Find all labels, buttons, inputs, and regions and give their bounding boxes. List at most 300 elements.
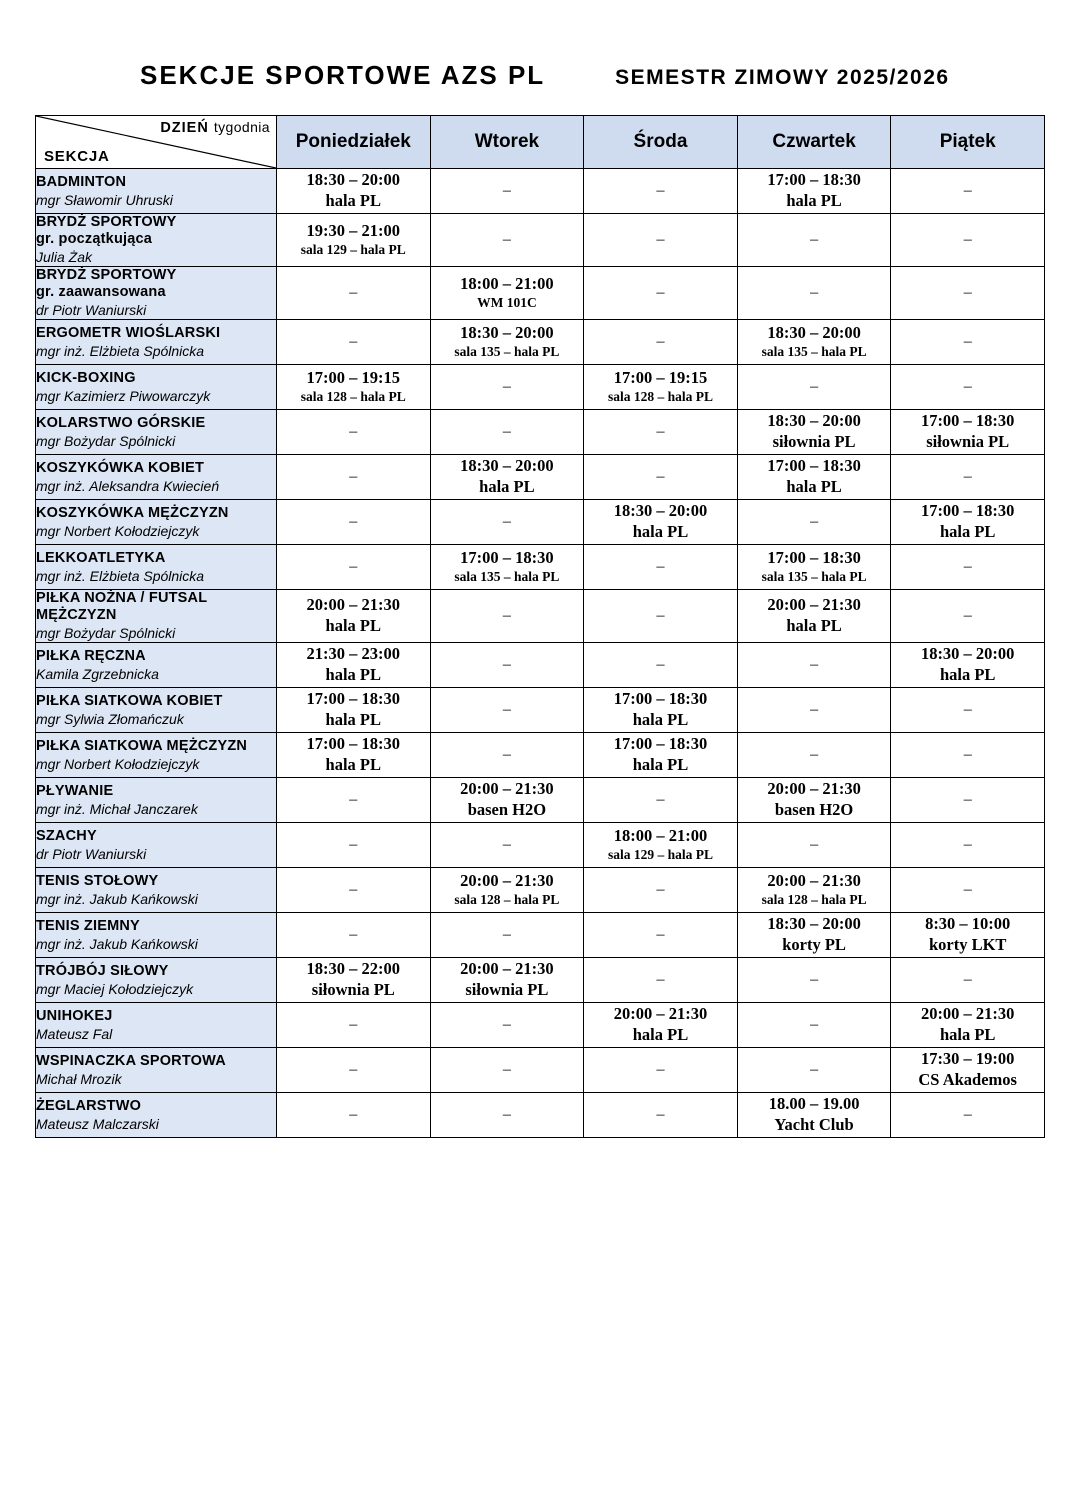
cell-time: 18:30 – 20:00 <box>613 501 708 521</box>
cell-time: 20:00 – 21:30 <box>767 871 861 891</box>
schedule-cell <box>430 455 584 500</box>
column-header-wednesday: Środa <box>584 116 738 169</box>
cell-empty-dash: – <box>349 423 358 441</box>
cell-empty-dash: – <box>502 378 511 396</box>
cell-time: 18:30 – 20:00 <box>767 914 861 934</box>
schedule-cell <box>430 267 584 320</box>
section-name: MĘŻCZYZN <box>36 607 117 624</box>
schedule-cell <box>737 778 891 823</box>
section-teacher: mgr Kazimierz Piwowarczyk <box>36 387 211 404</box>
section-teacher: mgr Bożydar Spólnicki <box>36 625 176 642</box>
cell-empty-dash: – <box>963 231 972 248</box>
cell-empty-dash: – <box>963 1106 972 1124</box>
cell-time: 20:00 – 21:30 <box>460 871 554 891</box>
cell-empty-dash: – <box>810 1016 819 1034</box>
cell-time: 20:00 – 21:30 <box>920 1004 1015 1024</box>
cell-time: 19:30 – 21:00 <box>306 221 401 241</box>
cell-location: sala 129 – hala PL <box>607 846 713 862</box>
cell-empty-dash: – <box>656 926 665 944</box>
cell-empty-dash: – <box>349 926 358 944</box>
schedule-cell <box>737 410 891 455</box>
cell-empty-dash: – <box>810 231 819 248</box>
schedule-cell <box>430 365 584 410</box>
cell-location: siłownia PL <box>465 980 549 1000</box>
section-name: PIŁKA SIATKOWA MĘŻCZYZN <box>36 737 248 754</box>
schedule-cell <box>584 868 738 913</box>
cell-empty-dash: – <box>963 881 972 899</box>
cell-location: hala PL <box>939 665 996 685</box>
cell-location: sala 128 – hala PL <box>300 388 406 404</box>
section-teacher: mgr Norbert Kołodziejczyk <box>36 522 200 539</box>
column-header-thursday: Czwartek <box>737 116 891 169</box>
cell-location: WM 101C <box>477 294 537 310</box>
cell-empty-dash: – <box>963 791 972 809</box>
schedule-cell <box>430 958 584 1003</box>
section-name: TRÓJBÓJ SIŁOWY <box>36 962 169 979</box>
schedule-cell <box>737 365 891 410</box>
cell-time: 17:00 – 18:30 <box>460 548 554 568</box>
schedule-cell <box>891 500 1045 545</box>
table-row <box>36 455 1045 500</box>
cell-empty-dash: – <box>502 423 511 441</box>
schedule-cell <box>737 643 891 688</box>
cell-empty-dash: – <box>502 1016 511 1034</box>
section-teacher: mgr Sławomir Uhruski <box>36 191 173 208</box>
cell-empty-dash: – <box>963 333 972 351</box>
column-header-friday: Piątek <box>891 116 1045 169</box>
section-teacher: Kamila Zgrzebnicka <box>36 665 159 682</box>
schedule-cell <box>584 1048 738 1093</box>
cell-time: 8:30 – 10:00 <box>925 914 1011 934</box>
schedule-cell <box>277 868 431 913</box>
schedule-cell <box>891 958 1045 1003</box>
cell-location: korty LKT <box>928 935 1007 955</box>
cell-empty-dash: – <box>656 971 665 989</box>
schedule-cell <box>277 455 431 500</box>
table-row <box>36 267 1045 320</box>
cell-empty-dash: – <box>502 701 511 719</box>
schedule-cell <box>584 688 738 733</box>
section-cell <box>36 1048 277 1093</box>
table-row <box>36 169 1045 214</box>
cell-time: 17:00 – 19:15 <box>613 368 708 388</box>
cell-empty-dash: – <box>349 513 358 531</box>
cell-time: 17:00 – 18:30 <box>613 734 708 754</box>
cell-location: siłownia PL <box>311 980 395 1000</box>
schedule-cell <box>277 643 431 688</box>
schedule-cell <box>584 365 738 410</box>
cell-time: 18:30 – 20:00 <box>460 323 554 343</box>
cell-time: 20:00 – 21:30 <box>767 779 861 799</box>
schedule-cell <box>584 320 738 365</box>
schedule-cell <box>891 868 1045 913</box>
section-cell <box>36 455 277 500</box>
cell-time: 17:00 – 18:30 <box>767 170 861 190</box>
cell-location: sala 128 – hala PL <box>454 891 560 907</box>
section-name: BRYDŻ SPORTOWY <box>36 214 177 230</box>
section-teacher: dr Piotr Waniurski <box>36 845 147 862</box>
schedule-cell <box>584 913 738 958</box>
page-title: SEKCJE SPORTOWE AZS PL <box>140 60 546 90</box>
section-teacher: dr Piotr Waniurski <box>36 302 147 319</box>
section-name: PŁYWANIE <box>36 782 114 799</box>
section-teacher: Julia Żak <box>36 249 93 266</box>
cell-location: basen H2O <box>467 800 547 820</box>
schedule-cell <box>737 1048 891 1093</box>
cell-empty-dash: – <box>502 1061 511 1079</box>
schedule-cell <box>277 913 431 958</box>
section-cell <box>36 778 277 823</box>
cell-time: 20:00 – 21:30 <box>613 1004 708 1024</box>
schedule-cell <box>277 500 431 545</box>
cell-location: sala 128 – hala PL <box>761 891 867 907</box>
schedule-cell <box>737 1093 891 1138</box>
schedule-cell <box>584 410 738 455</box>
schedule-cell <box>584 169 738 214</box>
schedule-cell <box>430 545 584 590</box>
cell-empty-dash: – <box>810 971 819 989</box>
schedule-cell <box>584 733 738 778</box>
schedule-cell <box>430 733 584 778</box>
section-cell <box>36 1003 277 1048</box>
cell-empty-dash: – <box>349 791 358 809</box>
cell-time: 18:30 – 20:00 <box>306 170 401 190</box>
table-body <box>36 169 1045 1138</box>
section-teacher: mgr Maciej Kołodziejczyk <box>36 980 194 997</box>
schedule-cell <box>737 455 891 500</box>
cell-location: korty PL <box>782 935 846 955</box>
schedule-cell <box>430 1003 584 1048</box>
section-teacher: mgr inż. Elżbieta Spólnicka <box>36 342 205 359</box>
cell-location: sala 135 – hala PL <box>761 343 867 359</box>
schedule-table <box>35 115 1045 1138</box>
cell-empty-dash: – <box>656 468 665 486</box>
cell-time: 17:30 – 19:00 <box>920 1049 1015 1069</box>
schedule-cell <box>891 1093 1045 1138</box>
cell-empty-dash: – <box>656 423 665 441</box>
cell-empty-dash: – <box>502 607 511 625</box>
cell-location: sala 135 – hala PL <box>454 343 560 359</box>
cell-location: basen H2O <box>774 800 854 820</box>
cell-location: hala PL <box>325 616 382 636</box>
cell-empty-dash: – <box>656 881 665 899</box>
schedule-cell <box>430 688 584 733</box>
schedule-cell <box>277 958 431 1003</box>
schedule-cell <box>277 410 431 455</box>
section-name: LEKKOATLETYKA <box>36 549 166 566</box>
schedule-cell <box>584 590 738 643</box>
section-teacher: mgr inż. Jakub Kańkowski <box>36 935 198 952</box>
table-row <box>36 365 1045 410</box>
cell-empty-dash: – <box>656 791 665 809</box>
cell-empty-dash: – <box>502 182 511 199</box>
cell-empty-dash: – <box>810 701 819 719</box>
cell-time: 18:30 – 20:00 <box>460 456 554 476</box>
cell-empty-dash: – <box>502 513 511 531</box>
table-row <box>36 688 1045 733</box>
schedule-cell <box>737 733 891 778</box>
schedule-cell <box>891 267 1045 320</box>
cell-time: 18:00 – 21:00 <box>460 274 554 294</box>
schedule-cell <box>430 643 584 688</box>
schedule-cell <box>584 500 738 545</box>
cell-empty-dash: – <box>349 558 358 576</box>
schedule-cell <box>277 688 431 733</box>
table-row <box>36 913 1045 958</box>
section-cell <box>36 214 277 267</box>
section-name: PIŁKA RĘCZNA <box>36 647 146 664</box>
schedule-cell <box>430 1048 584 1093</box>
schedule-cell <box>737 823 891 868</box>
cell-empty-dash: – <box>349 333 358 351</box>
schedule-cell <box>737 545 891 590</box>
cell-empty-dash: – <box>656 182 665 199</box>
section-teacher: mgr inż. Aleksandra Kwiecień <box>36 477 220 494</box>
cell-empty-dash: – <box>810 746 819 764</box>
cell-location: sala 135 – hala PL <box>761 568 867 584</box>
section-cell <box>36 733 277 778</box>
cell-empty-dash: – <box>656 1106 665 1124</box>
section-teacher: mgr inż. Michał Janczarek <box>36 800 198 817</box>
schedule-cell <box>737 868 891 913</box>
section-cell <box>36 913 277 958</box>
schedule-cell <box>891 320 1045 365</box>
section-name: KICK-BOXING <box>36 369 136 386</box>
cell-empty-dash: – <box>963 701 972 719</box>
section-name: UNIHOKEJ <box>36 1007 113 1024</box>
cell-empty-dash: – <box>656 1061 665 1079</box>
schedule-cell <box>737 267 891 320</box>
section-cell <box>36 365 277 410</box>
schedule-cell <box>584 267 738 320</box>
cell-empty-dash: – <box>349 468 358 486</box>
schedule-cell <box>891 214 1045 267</box>
section-name: PIŁKA SIATKOWA KOBIET <box>36 692 223 709</box>
cell-location: hala PL <box>939 522 996 542</box>
schedule-cell <box>430 320 584 365</box>
schedule-cell <box>430 410 584 455</box>
cell-empty-dash: – <box>810 656 819 674</box>
section-name: KOLARSTWO GÓRSKIE <box>36 414 206 431</box>
cell-empty-dash: – <box>963 971 972 989</box>
cell-empty-dash: – <box>810 1061 819 1079</box>
schedule-cell <box>430 823 584 868</box>
section-name: ERGOMETR WIOŚLARSKI <box>36 324 221 341</box>
section-teacher: Michał Mrozik <box>36 1070 122 1087</box>
cell-empty-dash: – <box>502 926 511 944</box>
table-row <box>36 823 1045 868</box>
cell-location: hala PL <box>939 1025 996 1045</box>
cell-location: hala PL <box>632 755 689 775</box>
cell-time: 17:00 – 18:30 <box>767 456 861 476</box>
cell-empty-dash: – <box>656 333 665 351</box>
section-name: BRYDŻ SPORTOWY <box>36 267 177 284</box>
cell-empty-dash: – <box>656 231 665 248</box>
section-name: gr. początkująca <box>36 231 153 248</box>
schedule-cell <box>584 778 738 823</box>
section-teacher: mgr inż. Elżbieta Spólnicka <box>36 567 205 584</box>
schedule-cell <box>891 778 1045 823</box>
table-row <box>36 868 1045 913</box>
schedule-cell <box>737 1003 891 1048</box>
corner-day-label: DZIEŃ tygodnia <box>160 119 270 136</box>
schedule-cell <box>891 1003 1045 1048</box>
section-name: KOSZYKÓWKA MĘŻCZYZN <box>36 504 229 521</box>
table-row <box>36 643 1045 688</box>
schedule-cell <box>891 688 1045 733</box>
cell-time: 18:00 – 21:00 <box>613 826 708 846</box>
table-row <box>36 733 1045 778</box>
schedule-cell <box>430 169 584 214</box>
cell-time: 20:00 – 21:30 <box>460 779 554 799</box>
cell-empty-dash: – <box>502 231 511 248</box>
section-cell <box>36 545 277 590</box>
page-subtitle: SEMESTR ZIMOWY 2025/2026 <box>615 66 950 89</box>
cell-empty-dash: – <box>349 284 358 302</box>
schedule-cell <box>277 320 431 365</box>
column-header-tuesday: Wtorek <box>430 116 584 169</box>
cell-time: 20:00 – 21:30 <box>767 595 861 615</box>
section-teacher: Mateusz Malczarski <box>36 1115 159 1132</box>
column-header-monday: Poniedziałek <box>277 116 431 169</box>
section-name: BADMINTON <box>36 173 127 190</box>
cell-location: siłownia PL <box>772 432 856 452</box>
cell-empty-dash: – <box>963 182 972 199</box>
cell-time: 17:00 – 18:30 <box>306 689 401 709</box>
schedule-cell <box>891 733 1045 778</box>
section-name: TENIS STOŁOWY <box>36 872 159 889</box>
cell-location: hala PL <box>632 522 689 542</box>
cell-empty-dash: – <box>656 284 665 302</box>
cell-empty-dash: – <box>656 607 665 625</box>
section-name: TENIS ZIEMNY <box>36 917 140 934</box>
schedule-cell <box>430 500 584 545</box>
schedule-cell <box>584 455 738 500</box>
section-cell <box>36 688 277 733</box>
section-teacher: mgr Sylwia Złomańczuk <box>36 710 184 727</box>
table-row <box>36 1003 1045 1048</box>
section-name: KOSZYKÓWKA KOBIET <box>36 459 204 476</box>
section-cell <box>36 267 277 320</box>
section-cell <box>36 169 277 214</box>
cell-empty-dash: – <box>502 836 511 854</box>
section-cell <box>36 868 277 913</box>
schedule-cell <box>277 778 431 823</box>
cell-location: hala PL <box>632 1025 689 1045</box>
section-name: ŻEGLARSTWO <box>36 1097 142 1114</box>
section-teacher: mgr Norbert Kołodziejczyk <box>36 755 200 772</box>
cell-empty-dash: – <box>810 513 819 531</box>
schedule-cell <box>277 823 431 868</box>
cell-time: 17:00 – 19:15 <box>306 368 401 388</box>
cell-time: 17:00 – 18:30 <box>920 501 1015 521</box>
section-name: SZACHY <box>36 827 97 844</box>
schedule-cell <box>737 590 891 643</box>
schedule-cell <box>891 823 1045 868</box>
table-row <box>36 214 1045 267</box>
table-row <box>36 778 1045 823</box>
schedule-cell <box>737 214 891 267</box>
schedule-cell <box>891 169 1045 214</box>
schedule-cell <box>277 267 431 320</box>
section-cell <box>36 320 277 365</box>
cell-location: sala 128 – hala PL <box>607 388 713 404</box>
cell-time: 17:00 – 18:30 <box>767 548 861 568</box>
schedule-cell <box>277 590 431 643</box>
cell-time: 20:00 – 21:30 <box>460 959 554 979</box>
cell-location: hala PL <box>479 477 535 497</box>
page-header <box>140 0 1080 91</box>
schedule-cell <box>584 1003 738 1048</box>
schedule-cell <box>891 590 1045 643</box>
cell-location: hala PL <box>325 755 382 775</box>
cell-time: 18:30 – 20:00 <box>767 411 861 431</box>
cell-empty-dash: – <box>656 558 665 576</box>
schedule-cell <box>277 733 431 778</box>
schedule-cell <box>737 688 891 733</box>
cell-empty-dash: – <box>963 468 972 486</box>
schedule-cell <box>277 365 431 410</box>
schedule-cell <box>430 214 584 267</box>
cell-empty-dash: – <box>656 656 665 674</box>
schedule-cell <box>277 214 431 267</box>
schedule-cell <box>430 778 584 823</box>
schedule-cell <box>430 913 584 958</box>
schedule-cell <box>277 1003 431 1048</box>
cell-time: 17:00 – 18:30 <box>613 689 708 709</box>
table-header-row <box>36 116 1045 169</box>
schedule-cell <box>584 643 738 688</box>
schedule-cell <box>584 214 738 267</box>
section-teacher: mgr inż. Jakub Kańkowski <box>36 890 198 907</box>
schedule-cell <box>891 545 1045 590</box>
cell-time: 17:00 – 18:30 <box>306 734 401 754</box>
cell-empty-dash: – <box>963 284 972 302</box>
table-row <box>36 410 1045 455</box>
schedule-cell <box>737 169 891 214</box>
cell-time: 18:30 – 20:00 <box>920 644 1015 664</box>
cell-time: 18:30 – 22:00 <box>306 959 401 979</box>
schedule-cell <box>891 1048 1045 1093</box>
table-corner-cell <box>36 116 277 169</box>
schedule-cell <box>584 1093 738 1138</box>
schedule-cell <box>277 1093 431 1138</box>
schedule-cell <box>430 868 584 913</box>
cell-location: hala PL <box>632 710 689 730</box>
cell-time: 18:30 – 20:00 <box>767 323 861 343</box>
cell-location: Yacht Club <box>774 1115 854 1135</box>
schedule-cell <box>891 365 1045 410</box>
table-row <box>36 320 1045 365</box>
cell-empty-dash: – <box>502 1106 511 1124</box>
schedule-cell <box>430 590 584 643</box>
schedule-cell <box>584 958 738 1003</box>
section-cell <box>36 590 277 643</box>
schedule-cell <box>737 958 891 1003</box>
cell-location: sala 135 – hala PL <box>454 568 560 584</box>
schedule-cell <box>891 913 1045 958</box>
schedule-cell <box>277 1048 431 1093</box>
section-cell <box>36 958 277 1003</box>
cell-time: 17:00 – 18:30 <box>920 411 1015 431</box>
schedule-cell <box>737 500 891 545</box>
cell-location: CS Akademos <box>918 1070 1017 1090</box>
table-row <box>36 545 1045 590</box>
schedule-cell <box>277 169 431 214</box>
schedule-cell <box>737 913 891 958</box>
section-name: gr. zaawansowana <box>36 284 166 301</box>
schedule-cell <box>584 823 738 868</box>
